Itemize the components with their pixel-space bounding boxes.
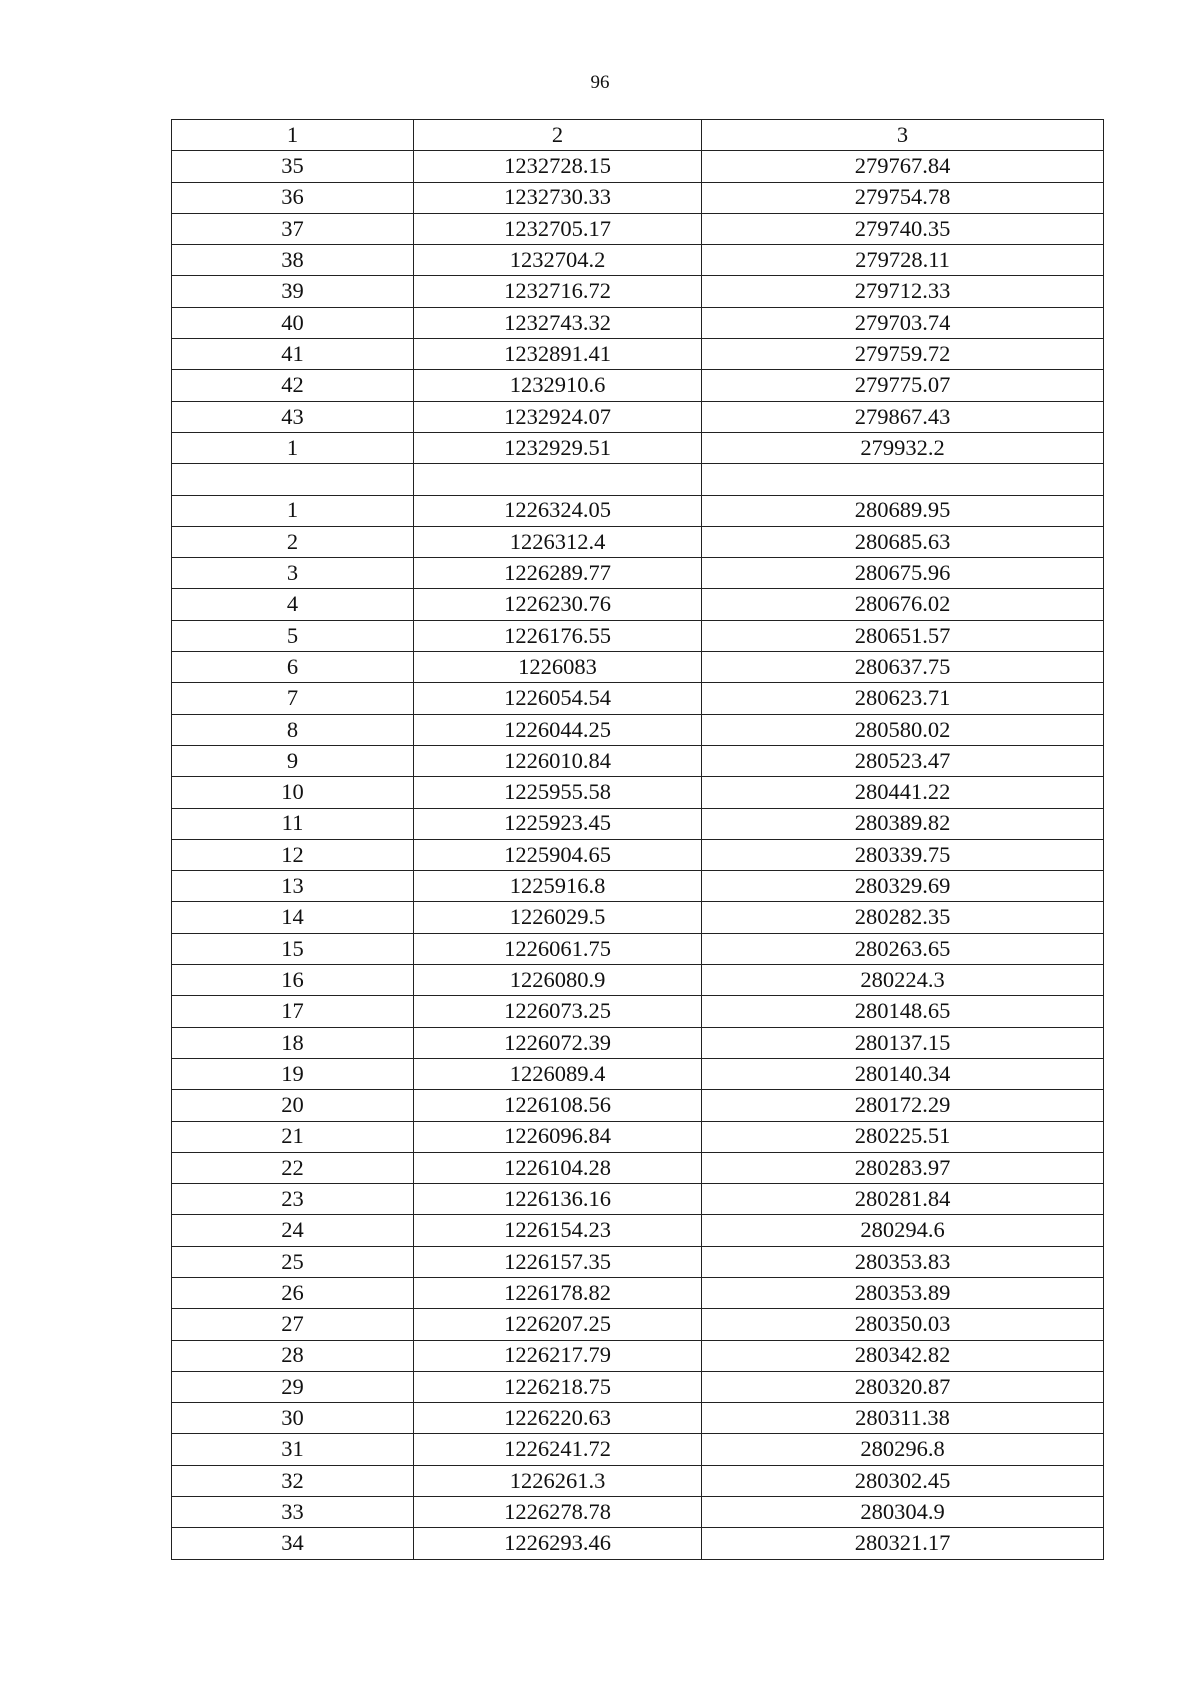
table-row [172, 745, 1104, 776]
coordinate-x-cell: 1225916.8 [414, 871, 702, 902]
coordinate-y-cell [702, 464, 1104, 495]
table-row [172, 777, 1104, 808]
point-number-cell: 5 [172, 620, 414, 651]
coordinate-x-cell: 1226261.3 [414, 1465, 702, 1496]
point-number-cell: 17 [172, 996, 414, 1027]
point-number-cell: 40 [172, 307, 414, 338]
point-number-cell: 42 [172, 370, 414, 401]
point-number-cell: 14 [172, 902, 414, 933]
coordinate-x-cell: 1226176.55 [414, 620, 702, 651]
coordinate-x-cell: 1226010.84 [414, 745, 702, 776]
point-number-cell: 29 [172, 1371, 414, 1402]
point-number-cell: 22 [172, 1152, 414, 1183]
table-row [172, 464, 1104, 495]
table-row [172, 1090, 1104, 1121]
coordinate-y-cell: 280311.38 [702, 1403, 1104, 1434]
coordinate-x-cell: 1226072.39 [414, 1027, 702, 1058]
page-number: 96 [590, 72, 610, 93]
point-number-cell: 20 [172, 1090, 414, 1121]
table-row [172, 965, 1104, 996]
table-row [172, 1309, 1104, 1340]
point-number-cell: 12 [172, 839, 414, 870]
coordinate-x-cell: 1226217.79 [414, 1340, 702, 1371]
coordinate-y-cell: 280651.57 [702, 620, 1104, 651]
coordinate-x-cell: 1226157.35 [414, 1246, 702, 1277]
table-row [172, 683, 1104, 714]
table-row [172, 1497, 1104, 1528]
table-row [172, 1121, 1104, 1152]
coordinate-y-cell: 280580.02 [702, 714, 1104, 745]
coordinate-y-cell: 280350.03 [702, 1309, 1104, 1340]
table-body [172, 151, 1104, 1559]
coordinate-x-cell: 1226104.28 [414, 1152, 702, 1183]
coordinate-y-cell: 280389.82 [702, 808, 1104, 839]
point-number-cell: 25 [172, 1246, 414, 1277]
table-row [172, 370, 1104, 401]
coordinate-x-cell: 1226089.4 [414, 1058, 702, 1089]
coordinates-table [171, 119, 1104, 1560]
coordinate-y-cell: 280137.15 [702, 1027, 1104, 1058]
table-row [172, 1184, 1104, 1215]
coordinate-x-cell: 1226241.72 [414, 1434, 702, 1465]
coordinate-y-cell: 280676.02 [702, 589, 1104, 620]
coordinate-x-cell: 1232716.72 [414, 276, 702, 307]
table-row [172, 1371, 1104, 1402]
coordinate-y-cell: 280282.35 [702, 902, 1104, 933]
coordinate-y-cell: 279767.84 [702, 151, 1104, 182]
coordinate-x-cell: 1226178.82 [414, 1277, 702, 1308]
coordinate-x-cell: 1232743.32 [414, 307, 702, 338]
coordinate-y-cell: 280281.84 [702, 1184, 1104, 1215]
point-number-cell: 35 [172, 151, 414, 182]
point-number-cell: 19 [172, 1058, 414, 1089]
coordinate-y-cell: 280148.65 [702, 996, 1104, 1027]
table-row [172, 401, 1104, 432]
point-number-cell: 24 [172, 1215, 414, 1246]
coordinate-y-cell: 280225.51 [702, 1121, 1104, 1152]
point-number-cell: 9 [172, 745, 414, 776]
coordinate-x-cell: 1226289.77 [414, 558, 702, 589]
point-number-cell: 23 [172, 1184, 414, 1215]
coordinate-y-cell: 280353.83 [702, 1246, 1104, 1277]
coordinate-x-cell: 1226136.16 [414, 1184, 702, 1215]
coordinate-x-cell: 1225955.58 [414, 777, 702, 808]
coordinate-x-cell [414, 464, 702, 495]
table-header [172, 120, 1104, 151]
coordinate-y-cell: 280623.71 [702, 683, 1104, 714]
coordinate-y-cell: 280329.69 [702, 871, 1104, 902]
coordinate-y-cell: 279712.33 [702, 276, 1104, 307]
column-header-3: 3 [702, 120, 1104, 151]
table-row [172, 151, 1104, 182]
coordinate-y-cell: 280320.87 [702, 1371, 1104, 1402]
table-row [172, 182, 1104, 213]
table-row [172, 996, 1104, 1027]
coordinate-y-cell: 280283.97 [702, 1152, 1104, 1183]
coordinate-x-cell: 1226220.63 [414, 1403, 702, 1434]
point-number-cell: 3 [172, 558, 414, 589]
point-number-cell [172, 464, 414, 495]
coordinate-y-cell: 280302.45 [702, 1465, 1104, 1496]
coordinate-x-cell: 1232891.41 [414, 339, 702, 370]
coordinate-x-cell: 1226293.46 [414, 1528, 702, 1559]
table-row [172, 808, 1104, 839]
column-header-2: 2 [414, 120, 702, 151]
table-row [172, 1277, 1104, 1308]
point-number-cell: 36 [172, 182, 414, 213]
coordinate-y-cell: 279728.11 [702, 245, 1104, 276]
table-row [172, 902, 1104, 933]
coordinate-x-cell: 1232704.2 [414, 245, 702, 276]
table-row [172, 933, 1104, 964]
point-number-cell: 1 [172, 432, 414, 463]
point-number-cell: 41 [172, 339, 414, 370]
table-row [172, 652, 1104, 683]
coordinate-x-cell: 1226230.76 [414, 589, 702, 620]
coordinate-y-cell: 280294.6 [702, 1215, 1104, 1246]
point-number-cell: 1 [172, 495, 414, 526]
point-number-cell: 16 [172, 965, 414, 996]
coordinate-x-cell: 1226096.84 [414, 1121, 702, 1152]
point-number-cell: 32 [172, 1465, 414, 1496]
table-row [172, 1246, 1104, 1277]
coordinate-x-cell: 1226218.75 [414, 1371, 702, 1402]
table-row [172, 339, 1104, 370]
point-number-cell: 38 [172, 245, 414, 276]
point-number-cell: 39 [172, 276, 414, 307]
point-number-cell: 7 [172, 683, 414, 714]
point-number-cell: 4 [172, 589, 414, 620]
coordinate-y-cell: 279775.07 [702, 370, 1104, 401]
coordinate-x-cell: 1232929.51 [414, 432, 702, 463]
coordinate-y-cell: 280523.47 [702, 745, 1104, 776]
point-number-cell: 28 [172, 1340, 414, 1371]
table-row [172, 495, 1104, 526]
point-number-cell: 8 [172, 714, 414, 745]
coordinate-y-cell: 280689.95 [702, 495, 1104, 526]
table-row [172, 1215, 1104, 1246]
table-row [172, 871, 1104, 902]
table-row [172, 1152, 1104, 1183]
point-number-cell: 26 [172, 1277, 414, 1308]
table-row [172, 1340, 1104, 1371]
coordinate-x-cell: 1225923.45 [414, 808, 702, 839]
coordinate-y-cell: 279754.78 [702, 182, 1104, 213]
coordinate-x-cell: 1232924.07 [414, 401, 702, 432]
table-row [172, 526, 1104, 557]
header-row [172, 120, 1104, 151]
coordinate-y-cell: 279932.2 [702, 432, 1104, 463]
coordinate-y-cell: 279740.35 [702, 213, 1104, 244]
coordinate-x-cell: 1226324.05 [414, 495, 702, 526]
coordinate-y-cell: 279703.74 [702, 307, 1104, 338]
table-row [172, 276, 1104, 307]
coordinate-x-cell: 1226044.25 [414, 714, 702, 745]
coordinate-y-cell: 280296.8 [702, 1434, 1104, 1465]
coordinate-x-cell: 1226029.5 [414, 902, 702, 933]
point-number-cell: 18 [172, 1027, 414, 1058]
coordinate-y-cell: 280675.96 [702, 558, 1104, 589]
point-number-cell: 21 [172, 1121, 414, 1152]
coordinate-y-cell: 280140.34 [702, 1058, 1104, 1089]
coordinate-y-cell: 280342.82 [702, 1340, 1104, 1371]
coordinate-y-cell: 280263.65 [702, 933, 1104, 964]
coordinate-x-cell: 1226312.4 [414, 526, 702, 557]
coordinate-y-cell: 279867.43 [702, 401, 1104, 432]
table-row [172, 432, 1104, 463]
table-row [172, 558, 1104, 589]
coordinate-y-cell: 280353.89 [702, 1277, 1104, 1308]
coordinate-x-cell: 1226073.25 [414, 996, 702, 1027]
coordinate-y-cell: 279759.72 [702, 339, 1104, 370]
table-row [172, 1027, 1104, 1058]
point-number-cell: 37 [172, 213, 414, 244]
coordinate-x-cell: 1226154.23 [414, 1215, 702, 1246]
point-number-cell: 33 [172, 1497, 414, 1528]
point-number-cell: 15 [172, 933, 414, 964]
coordinate-x-cell: 1232730.33 [414, 182, 702, 213]
table-row [172, 213, 1104, 244]
table-row [172, 714, 1104, 745]
coordinate-x-cell: 1226080.9 [414, 965, 702, 996]
table-row [172, 839, 1104, 870]
point-number-cell: 30 [172, 1403, 414, 1434]
table-row [172, 589, 1104, 620]
table-row [172, 1403, 1104, 1434]
coordinate-x-cell: 1232910.6 [414, 370, 702, 401]
point-number-cell: 43 [172, 401, 414, 432]
coordinate-y-cell: 280339.75 [702, 839, 1104, 870]
coordinate-x-cell: 1226108.56 [414, 1090, 702, 1121]
coordinate-x-cell: 1232705.17 [414, 213, 702, 244]
coordinate-x-cell: 1226054.54 [414, 683, 702, 714]
point-number-cell: 27 [172, 1309, 414, 1340]
coordinate-x-cell: 1226061.75 [414, 933, 702, 964]
table-row [172, 1465, 1104, 1496]
coordinate-y-cell: 280224.3 [702, 965, 1104, 996]
coordinate-y-cell: 280321.17 [702, 1528, 1104, 1559]
coordinate-y-cell: 280304.9 [702, 1497, 1104, 1528]
coordinate-x-cell: 1226083 [414, 652, 702, 683]
point-number-cell: 34 [172, 1528, 414, 1559]
coordinate-y-cell: 280441.22 [702, 777, 1104, 808]
coordinate-x-cell: 1225904.65 [414, 839, 702, 870]
point-number-cell: 2 [172, 526, 414, 557]
column-header-1: 1 [172, 120, 414, 151]
table-row [172, 307, 1104, 338]
coordinate-y-cell: 280637.75 [702, 652, 1104, 683]
coordinate-y-cell: 280685.63 [702, 526, 1104, 557]
coordinate-x-cell: 1226207.25 [414, 1309, 702, 1340]
point-number-cell: 10 [172, 777, 414, 808]
point-number-cell: 31 [172, 1434, 414, 1465]
table-row [172, 1528, 1104, 1559]
table-row [172, 245, 1104, 276]
point-number-cell: 13 [172, 871, 414, 902]
coordinate-x-cell: 1232728.15 [414, 151, 702, 182]
coordinate-x-cell: 1226278.78 [414, 1497, 702, 1528]
table-row [172, 620, 1104, 651]
table-row [172, 1058, 1104, 1089]
point-number-cell: 6 [172, 652, 414, 683]
coordinate-y-cell: 280172.29 [702, 1090, 1104, 1121]
point-number-cell: 11 [172, 808, 414, 839]
table-row [172, 1434, 1104, 1465]
